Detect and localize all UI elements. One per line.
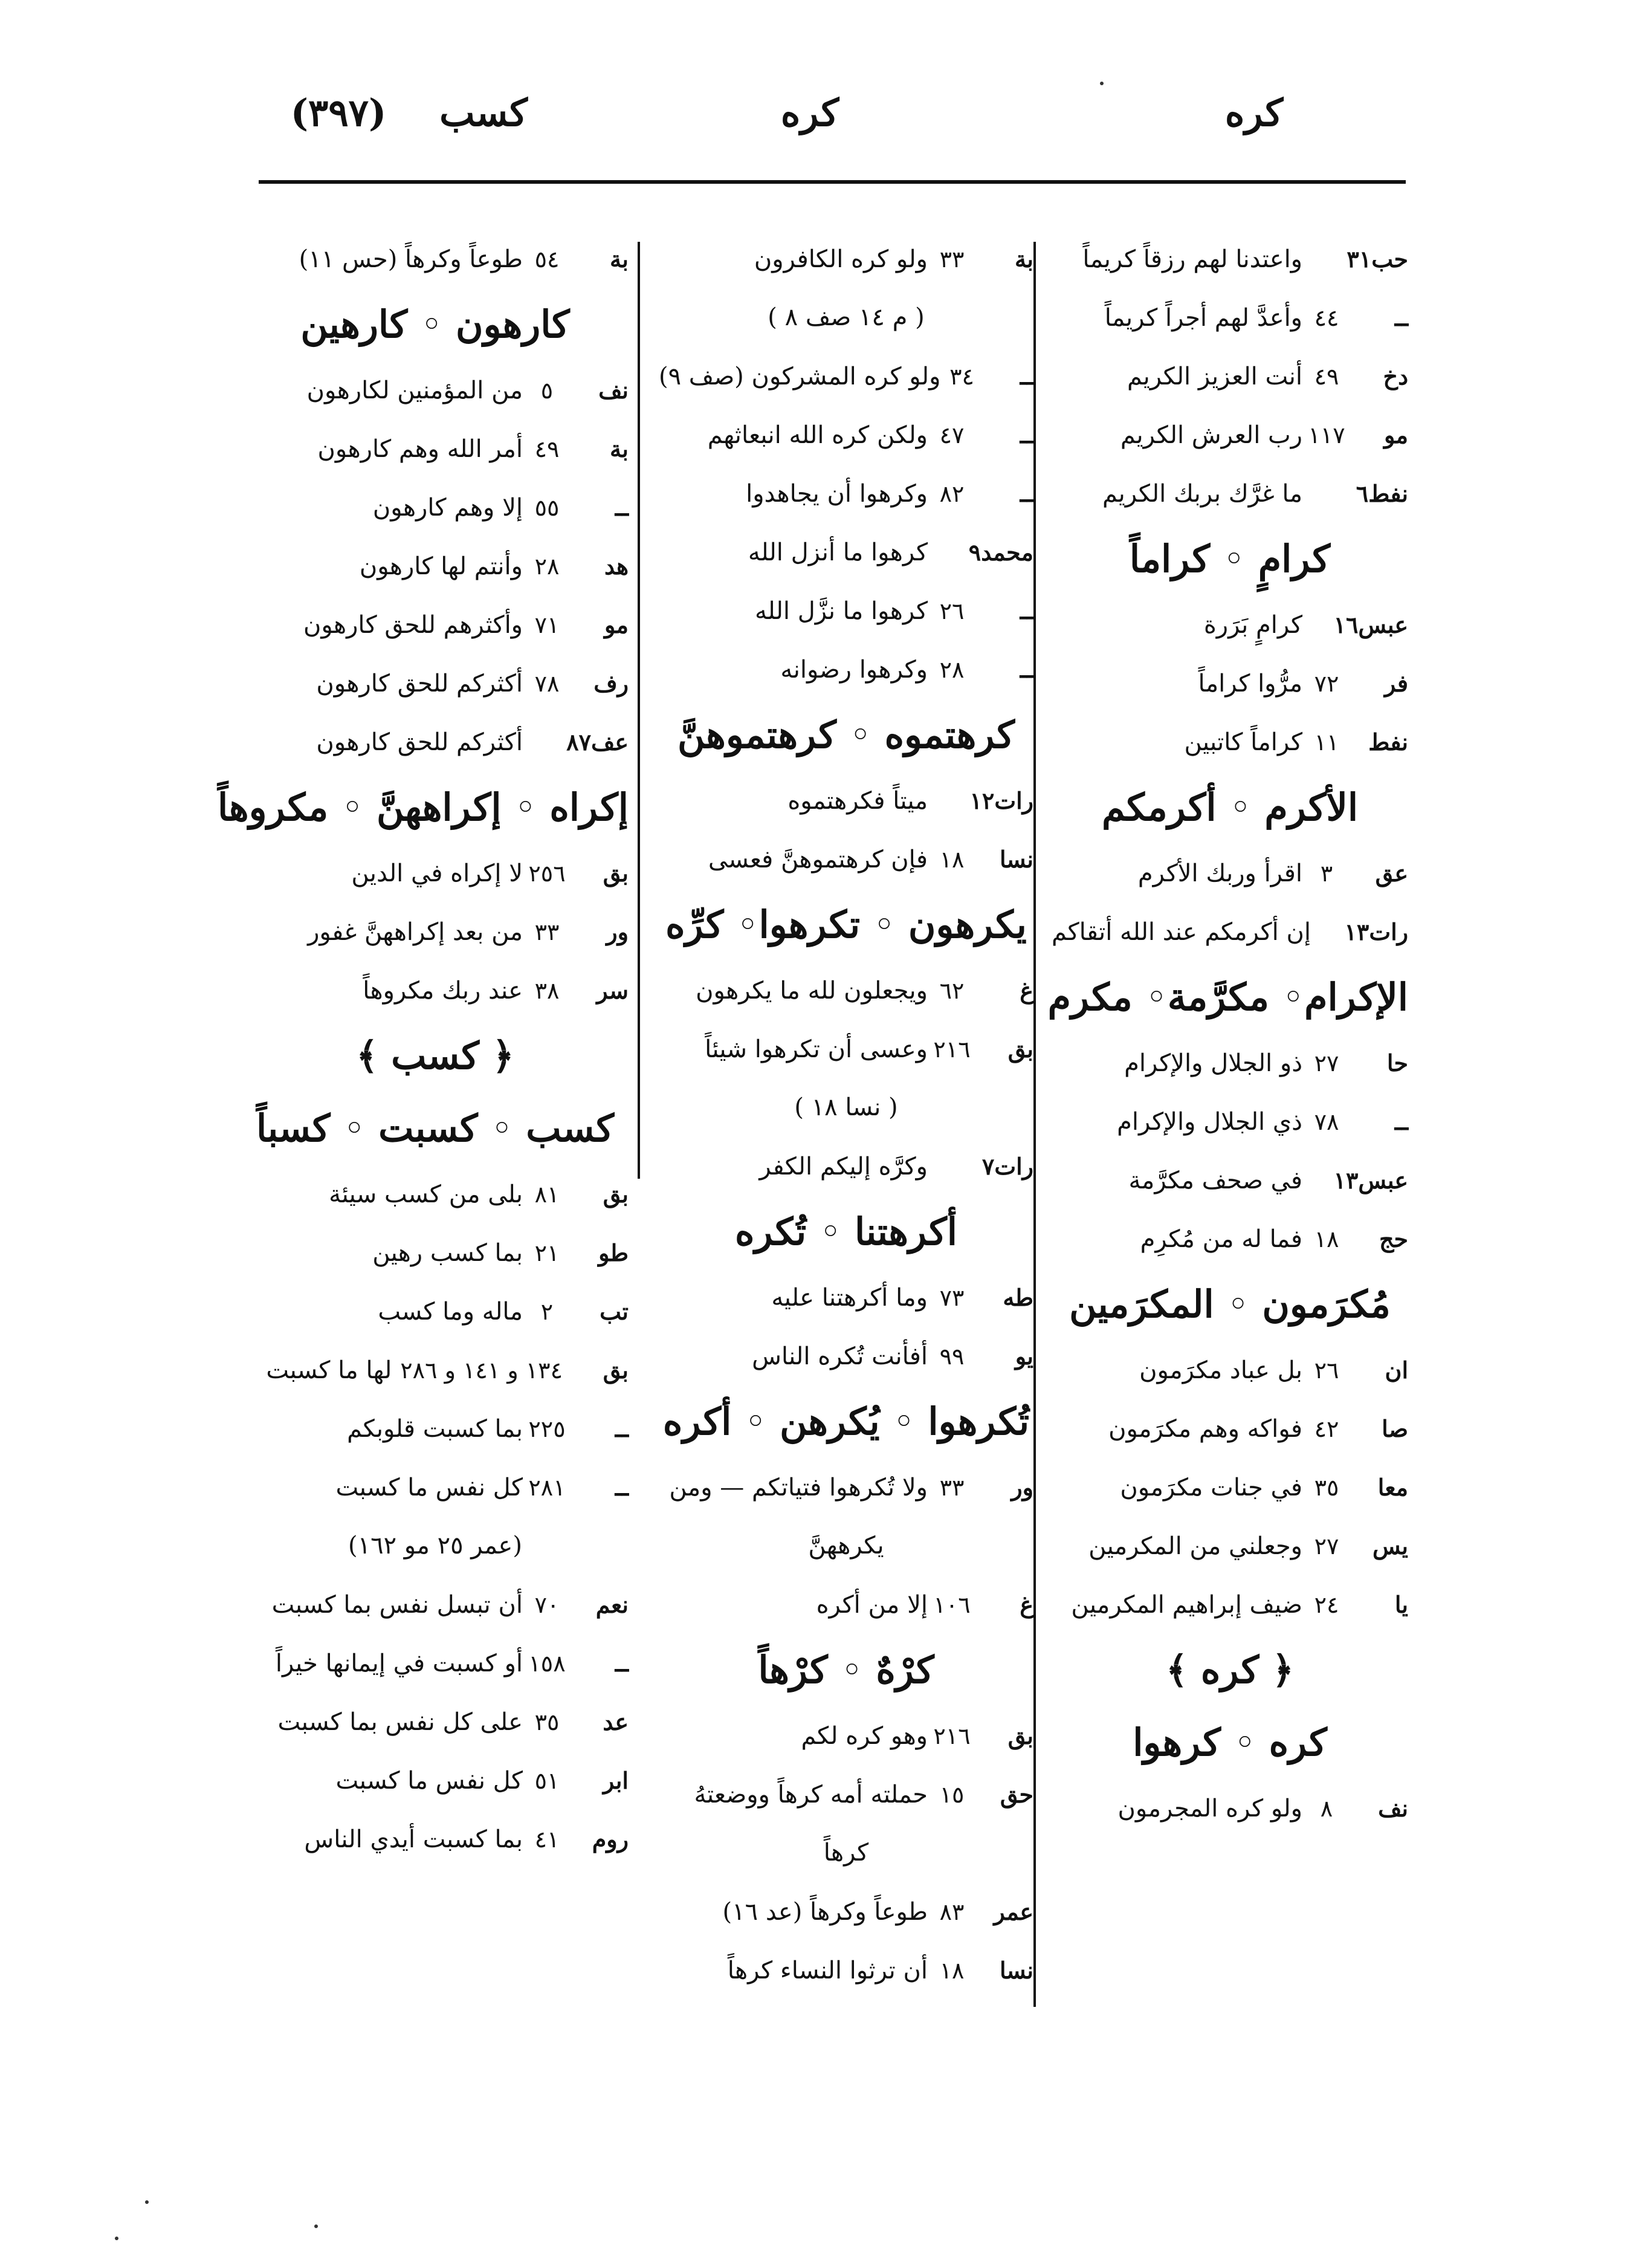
index-entry — [1052, 1341, 1408, 1399]
entry-continuation — [659, 1517, 1033, 1575]
entry-reference: عبس١٦ — [1333, 611, 1408, 638]
entry-text: وعسى أن تكرهوا شيئاً — [705, 1035, 928, 1063]
index-entry — [242, 713, 629, 771]
verse-number: ٧١ — [534, 612, 560, 638]
verse-number: ٥ — [540, 377, 554, 404]
verse-number: ٣٥ — [534, 1709, 560, 1735]
verse-number: ٢٨ — [939, 656, 965, 683]
word-form-heading: إكراه ◦ إكراههنَّ ◦ مكروهاً — [218, 785, 629, 829]
entry-reference: نف — [598, 377, 629, 404]
verse-number: ٣٤ — [949, 363, 974, 390]
index-entry — [659, 347, 1033, 406]
index-entry — [242, 1575, 629, 1634]
index-entry — [242, 420, 629, 478]
entry-text: وكرهوا أن يجاهدوا — [746, 480, 928, 508]
index-entry — [1052, 1092, 1408, 1151]
entry-text: مرُّوا كراماً — [1198, 670, 1302, 698]
entry-reference: بق — [1007, 1035, 1033, 1063]
entry-text: ولو كره المجرمون — [1117, 1795, 1302, 1822]
entry-reference: بة — [610, 435, 629, 462]
verse-number: ٢٨ — [534, 553, 560, 580]
entry-reference: عبس١٣ — [1333, 1167, 1408, 1194]
entry-reference: يو — [1015, 1343, 1033, 1370]
index-entry — [1052, 1458, 1408, 1517]
entry-text: وما أكرهتنا عليه — [771, 1284, 928, 1312]
verse-number: ٢٨١ — [528, 1474, 566, 1501]
header-right-word: كره — [1224, 91, 1284, 135]
entry-reference: ــ — [1020, 363, 1033, 390]
index-entry — [242, 1165, 629, 1223]
index-entry — [659, 1941, 1033, 2000]
index-entry — [1052, 288, 1408, 347]
index-entry — [242, 361, 629, 420]
entry-reference: نعم — [595, 1591, 629, 1618]
index-entry — [1052, 406, 1408, 464]
word-form-heading: كسب ◦ كسبت ◦ كسباً — [256, 1106, 615, 1150]
entry-reference: ان — [1385, 1356, 1408, 1384]
entry-reference: ــ — [615, 1650, 629, 1677]
entry-text: إن أكرمكم عند الله أتقاكم — [1052, 918, 1311, 946]
word-form-heading: يكرهون ◦ تكرهوا◦ كرِّه — [665, 902, 1027, 947]
verse-number: ١٣٤ و ١٤١ و ٢٨٦ — [400, 1357, 563, 1384]
entry-reference: بق — [1007, 1722, 1033, 1749]
entry-reference: ــ — [1020, 597, 1033, 624]
index-entry — [1052, 1517, 1408, 1575]
verse-number: ٣٣ — [534, 919, 560, 945]
entry-continuation — [659, 288, 1033, 347]
index-entry — [659, 582, 1033, 640]
entry-reference: ــ — [1020, 480, 1033, 507]
index-entry — [242, 1458, 629, 1517]
verse-number: ٧٨ — [1314, 1109, 1339, 1135]
word-form-heading: كرامٍ ◦ كراماً — [1129, 537, 1331, 581]
index-entry — [1052, 1034, 1408, 1092]
entry-text: وأنتم لها كارهون — [359, 552, 523, 580]
verse-number: ٥٤ — [534, 246, 560, 273]
entry-text: حملته أمه كرهاً ووضعتهُ — [694, 1781, 928, 1809]
entry-reference: ــ — [615, 1415, 629, 1442]
entry-text: أن تبسل نفس بما كسبت — [271, 1591, 523, 1619]
entry-text: عند ربك مكروهاً — [363, 977, 523, 1005]
entry-text: وأكثرهم للحق كارهون — [303, 611, 523, 639]
entry-text: أو كسبت في إيمانها خيراً — [275, 1650, 523, 1677]
verse-number: ٤٧ — [939, 422, 965, 449]
entry-text: ما غرَّك بربك الكريم — [1102, 480, 1302, 508]
header-rule — [259, 180, 1406, 184]
entry-reference: طو — [598, 1239, 629, 1266]
entry-reference: تب — [600, 1298, 629, 1325]
entry-text: أنت العزيز الكريم — [1127, 363, 1302, 390]
entry-reference: رف — [593, 670, 629, 697]
entry-reference: فر — [1384, 670, 1408, 697]
verse-number: ٢٧ — [1314, 1533, 1339, 1560]
entry-text: أفأنت تُكره الناس — [752, 1343, 928, 1370]
entry-reference: سر — [597, 977, 629, 1004]
index-entry — [1052, 1575, 1408, 1634]
column-divider-right — [1033, 242, 1036, 2007]
verse-number: ٤٩ — [534, 436, 560, 462]
verse-number: ٣٣ — [939, 246, 965, 273]
verse-number: ١١٧ — [1308, 422, 1345, 449]
index-entry — [1052, 1779, 1408, 1838]
entry-reference: هد — [604, 552, 629, 580]
column-divider-left — [638, 242, 640, 1179]
entry-reference: ابر — [603, 1767, 629, 1794]
word-form-heading: مُكرَمون ◦ المكرَمين — [1069, 1282, 1391, 1326]
entry-reference: بق — [603, 1356, 629, 1384]
entry-reference: يا — [1394, 1591, 1408, 1618]
entry-continuation — [659, 1078, 1033, 1137]
verse-number: ٨٣ — [939, 1899, 965, 1925]
entry-text: وكرهوا رضوانه — [780, 656, 928, 684]
entry-text: كرهوا ما نزَّل الله — [755, 597, 928, 625]
entry-reference: ــ — [1020, 421, 1033, 449]
entry-text: إلا وهم كارهون — [372, 494, 523, 522]
index-entry — [659, 640, 1033, 699]
verse-number: ٦٢ — [939, 977, 965, 1004]
entry-text: أكثركم للحق كارهون — [316, 728, 523, 756]
index-entry — [242, 1751, 629, 1810]
verse-number: ٣٨ — [534, 977, 560, 1004]
verse-number: ١٥ — [939, 1781, 965, 1808]
verse-number: ١٨ — [939, 1957, 965, 1984]
entry-reference: غ — [1020, 977, 1033, 1004]
entry-text: ماله وما كسب — [378, 1298, 523, 1326]
word-form-heading: كرْهٌ ◦ كرْهاً — [758, 1648, 934, 1692]
entry-continuation-text: (عمر ٢٥ مو ١٦٢) — [348, 1532, 522, 1560]
header-left-word: كسب — [439, 91, 528, 135]
entry-text: بلى من كسب سيئة — [329, 1181, 523, 1208]
entry-reference: بق — [603, 1181, 629, 1208]
index-entry — [659, 961, 1033, 1020]
verse-number: ٧٨ — [534, 670, 560, 697]
index-entry — [659, 1137, 1033, 1196]
verse-number: ٢٦ — [939, 598, 965, 624]
index-entry — [659, 830, 1033, 889]
entry-text: وجعلني من المكرمين — [1088, 1532, 1302, 1560]
index-entry — [1052, 654, 1408, 713]
entry-text: وهو كره لكم — [801, 1722, 928, 1750]
entry-text: أكثركم للحق كارهون — [316, 670, 523, 698]
entry-text: كل نفس ما كسبت — [335, 1474, 523, 1502]
entry-text: ذو الجلال والإكرام — [1124, 1049, 1302, 1077]
index-entry — [1052, 1399, 1408, 1458]
entry-continuation-text: ( نسا ١٨ ) — [794, 1094, 898, 1121]
index-entry — [659, 771, 1033, 830]
entry-reference: بة — [610, 245, 629, 273]
entry-reference: ــ — [1020, 656, 1033, 683]
index-entry — [242, 844, 629, 902]
verse-number: ٧٠ — [534, 1592, 560, 1618]
entry-text: وكرَّه إليكم الكفر — [759, 1153, 928, 1181]
entry-text: كرهوا ما أنزل الله — [748, 539, 928, 566]
verse-number: ٢١٦ — [933, 1723, 971, 1749]
entry-reference: رات١٣ — [1344, 918, 1408, 945]
header-middle-word: كره — [780, 91, 839, 135]
entry-reference: نفط — [1368, 728, 1408, 756]
entry-reference: نفط٦ — [1356, 480, 1408, 507]
index-entry — [1052, 902, 1408, 961]
entry-reference: ــ — [1394, 304, 1408, 331]
entry-reference: ــ — [1394, 1108, 1408, 1135]
page-number: (٣٩٧) — [290, 91, 387, 135]
entry-reference: حا — [1386, 1049, 1408, 1077]
index-entry — [659, 406, 1033, 464]
entry-text: على كل نفس بما كسبت — [277, 1708, 523, 1736]
verse-number: ٣٥ — [1314, 1474, 1339, 1501]
index-entry — [659, 464, 1033, 523]
verse-number: ١٨ — [939, 846, 965, 873]
word-form-heading: الأكرم ◦ أكرمكم — [1101, 785, 1359, 829]
entry-reference: حق — [1000, 1781, 1033, 1808]
index-entry — [242, 1399, 629, 1458]
entry-text: رب العرش الكريم — [1120, 421, 1302, 449]
entry-text: طوعاً وكرهاً (حس ١١) — [299, 245, 523, 273]
root-section-heading: ﴿ كسب ﴾ — [356, 1034, 514, 1078]
scan-speck — [314, 2224, 318, 2228]
index-entry — [659, 1268, 1033, 1327]
entry-reference: بق — [603, 860, 629, 887]
word-form-heading: كارهون ◦ كارهين — [300, 302, 570, 346]
entry-reference: حج — [1379, 1225, 1408, 1252]
word-form-heading: تُكرهوا ◦ يُكرهن ◦ أكره — [662, 1399, 1030, 1443]
index-entry — [1052, 1210, 1408, 1268]
verse-number: ١٨ — [1314, 1226, 1339, 1252]
entry-reference: مو — [604, 611, 629, 638]
entry-reference: رات٧ — [981, 1153, 1033, 1180]
index-entry — [1052, 1151, 1408, 1210]
entry-reference: يس — [1372, 1532, 1408, 1560]
verse-number: ٩٩ — [939, 1343, 965, 1370]
scan-speck — [115, 2237, 118, 2240]
index-entry — [659, 1020, 1033, 1078]
column-right — [1047, 230, 1408, 1838]
entry-text: ولا تُكرهوا فتياتكم — ومن — [669, 1474, 928, 1502]
index-entry — [242, 1341, 629, 1399]
verse-number: ٢٢٥ — [528, 1416, 566, 1442]
index-entry — [1052, 595, 1408, 654]
entry-text: ولو كره المشركون (صف ٩) — [659, 363, 941, 390]
entry-text: بما كسبت أيدي الناس — [304, 1826, 523, 1853]
word-form-heading: أكرهتنا ◦ تُكره — [735, 1210, 957, 1254]
entry-reference: عق — [1375, 860, 1408, 887]
entry-continuation-text: ( م ١٤ صف ٨ ) — [768, 303, 925, 331]
verse-number: ٨ — [1320, 1795, 1333, 1822]
index-entry — [659, 1882, 1033, 1941]
entry-reference: غ — [1020, 1591, 1033, 1618]
verse-number: ٥١ — [534, 1767, 560, 1794]
index-entry — [1052, 230, 1408, 288]
index-entry — [659, 1765, 1033, 1824]
entry-text: أمر الله وهم كارهون — [317, 435, 523, 463]
index-entry — [242, 1223, 629, 1282]
index-entry — [242, 595, 629, 654]
index-entry — [659, 1458, 1033, 1517]
entry-text: ولكن كره الله انبعاثهم — [707, 421, 928, 449]
entry-text: وأعدَّ لهم أجراً كريماً — [1104, 304, 1302, 332]
entry-reference: بة — [1015, 245, 1033, 273]
entry-text: طوعاً وكرهاً (عد ١٦) — [722, 1898, 928, 1926]
verse-number: ٨٢ — [939, 481, 965, 507]
entry-text: لا إكراه في الدين — [351, 860, 523, 887]
entry-reference: عمر — [994, 1898, 1033, 1925]
entry-reference: رات١٢ — [969, 787, 1033, 814]
entry-reference: مو — [1384, 421, 1408, 449]
scan-speck — [145, 2200, 149, 2204]
verse-number: ٢١ — [534, 1240, 560, 1266]
entry-text: في جنات مكرَمون — [1120, 1474, 1302, 1502]
verse-number: ٥٥ — [534, 494, 560, 521]
word-form-heading: الإكرام◦ مكرَّمة◦ مكرم — [1047, 975, 1408, 1019]
entry-text: ويجعلون لله ما يكرهون — [696, 977, 928, 1005]
entry-continuation-text: كرهاً — [823, 1839, 869, 1867]
entry-reference: ــ — [615, 494, 629, 521]
index-entry — [659, 1575, 1033, 1634]
scan-speck — [1100, 82, 1104, 85]
word-form-heading: كرهتموه ◦ كرهتموهنَّ — [677, 713, 1015, 757]
verse-number: ٢٧ — [1314, 1050, 1339, 1077]
verse-number: ٢٦ — [1314, 1357, 1339, 1384]
entry-continuation — [659, 1824, 1033, 1882]
index-entry — [242, 1634, 629, 1693]
index-entry — [1052, 844, 1408, 902]
entry-reference: طه — [1003, 1284, 1033, 1311]
entry-text: أن ترثوا النساء كرهاً — [727, 1957, 928, 1984]
word-form-heading: كره ◦ كرهوا — [1133, 1720, 1327, 1764]
entry-text: اقرأ وربك الأكرم — [1137, 860, 1302, 887]
index-entry — [242, 961, 629, 1020]
index-entry — [242, 537, 629, 595]
entry-text: ميتاً فكرهتموه — [787, 787, 928, 815]
verse-number: ٧٢ — [1314, 670, 1339, 697]
verse-number: ٤٢ — [1314, 1416, 1339, 1442]
entry-text: من المؤمنين لكارهون — [306, 377, 523, 404]
entry-text: من بعد إكراههنَّ غفور — [308, 918, 523, 946]
index-entry — [242, 230, 629, 288]
entry-text: واعتدنا لهم رزقاً كريماً — [1082, 245, 1302, 273]
verse-number: ١٠٦ — [933, 1592, 971, 1618]
entry-reference: ــ — [615, 1474, 629, 1501]
entry-continuation — [242, 1517, 629, 1575]
entry-reference: روم — [592, 1826, 629, 1853]
entry-text: فإن كرهتموهنَّ فعسى — [708, 846, 928, 873]
entry-continuation-text: يكرههنَّ — [808, 1532, 884, 1560]
entry-reference: نسا — [999, 1957, 1033, 1984]
entry-text: في صحف مكرَّمة — [1128, 1167, 1302, 1194]
entry-reference: صا — [1382, 1415, 1408, 1442]
index-entry — [659, 1706, 1033, 1765]
entry-text: كرامٍ بَرَرة — [1203, 611, 1302, 639]
index-entry — [659, 1327, 1033, 1385]
verse-number: ١١ — [1314, 729, 1339, 756]
entry-text: لها ما كسبت — [266, 1356, 392, 1384]
column-middle — [659, 230, 1033, 2000]
verse-number: ٨١ — [534, 1181, 560, 1208]
index-entry — [242, 902, 629, 961]
verse-number: ٤٤ — [1314, 305, 1339, 331]
entry-text: ولو كره الكافرون — [754, 245, 928, 273]
entry-text: فواكه وهم مكرَمون — [1108, 1415, 1302, 1443]
entry-text: بما كسب رهين — [372, 1239, 523, 1267]
entry-text: بل عباد مكرَمون — [1139, 1356, 1302, 1384]
entry-reference: معا — [1377, 1474, 1408, 1501]
index-entry — [242, 654, 629, 713]
index-entry — [1052, 347, 1408, 406]
entry-text: كراماً كاتبين — [1184, 728, 1302, 756]
entry-text: ذي الجلال والإكرام — [1117, 1108, 1302, 1136]
root-section-heading: ﴿ كره ﴾ — [1165, 1648, 1295, 1692]
entry-reference: نف — [1378, 1795, 1408, 1822]
index-entry — [1052, 713, 1408, 771]
entry-reference: دخ — [1383, 363, 1408, 390]
verse-number: ٧٣ — [939, 1285, 965, 1311]
index-entry — [1052, 464, 1408, 523]
entry-text: ضيف إبراهيم المكرمين — [1071, 1591, 1302, 1619]
verse-number: ٢٥٦ — [528, 860, 566, 887]
index-entry — [242, 478, 629, 537]
verse-number: ٤٩ — [1314, 363, 1339, 390]
entry-reference: محمد٩ — [968, 539, 1033, 566]
column-left — [218, 230, 629, 1868]
verse-number: ١٥٨ — [528, 1650, 566, 1677]
index-entry — [242, 1693, 629, 1751]
verse-number: ٢ — [540, 1298, 554, 1325]
entry-reference: حب٣١ — [1347, 245, 1408, 273]
entry-text: بما كسبت قلوبكم — [347, 1415, 523, 1443]
verse-number: ٢١٦ — [933, 1036, 971, 1063]
index-entry — [242, 1282, 629, 1341]
entry-text: كل نفس ما كسبت — [335, 1767, 523, 1795]
index-entry — [659, 230, 1033, 288]
verse-number: ٤١ — [534, 1826, 560, 1853]
entry-reference: عف٨٧ — [566, 728, 629, 756]
entry-text: إلا من أكره — [816, 1591, 928, 1619]
entry-reference: ور — [1011, 1474, 1033, 1501]
entry-reference: عد — [603, 1708, 629, 1735]
verse-number: ٣٣ — [939, 1474, 965, 1501]
verse-number: ٢٤ — [1314, 1592, 1339, 1618]
entry-reference: نسا — [999, 846, 1033, 873]
verse-number: ٣ — [1320, 860, 1333, 887]
index-entry — [659, 523, 1033, 582]
entry-text: فما له من مُكرِم — [1140, 1225, 1302, 1253]
entry-reference: ور — [606, 918, 629, 945]
index-entry — [242, 1810, 629, 1868]
